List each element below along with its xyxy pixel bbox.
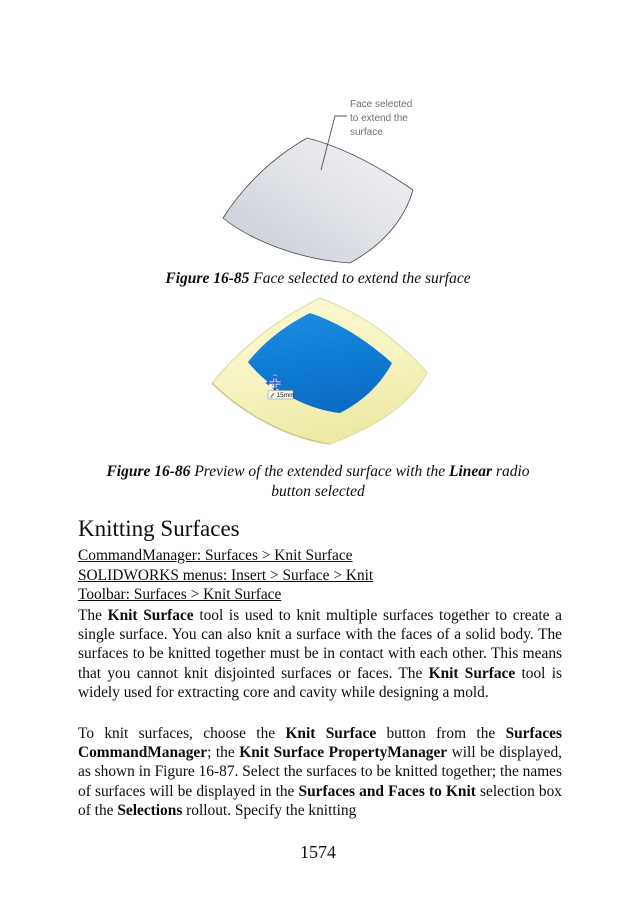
tool-access-paths: [78, 546, 373, 605]
svg-text:15mm: 15mm: [276, 392, 295, 399]
face-annotation: [350, 99, 412, 138]
gray-surface: [223, 138, 413, 263]
body-paragraph-1: The Knit Surface tool is used to knit multiple surfaces together to create a single surface. You can also knit a surface with the faces of a solid body. The surfaces to be knitted together must be in contact with each other. This means that you cannot knit disjointed surfaces or faces. The Knit Surface tool is widely used for extracting core and cavity while designing a mold.: [78, 607, 563, 701]
body-paragraph-2: To knit surfaces, choose the Knit Surface button from the Surfaces CommandManager; the Knit Surface PropertyManager will be displayed, as shown in Figure 16-87. Select the surfaces to be knitted together; the names of surfaces will be displayed in the Surfaces and Faces to Knit selection box of the Selections rollout. Specify the knitting: [78, 725, 562, 819]
svg-text:Face selected: Face selected: [350, 99, 413, 110]
svg-text:to extend the: to extend the: [350, 113, 408, 124]
section-title: Knitting Surfaces: [78, 516, 240, 541]
access-menus: SOLIDWORKS menus: Insert > Surface > Knit: [78, 566, 374, 584]
page-number: 1574: [300, 842, 336, 862]
figure-16-85: [185, 92, 425, 272]
figure-16-86-caption: [0, 462, 636, 501]
caption-line-2: button selected: [271, 482, 365, 500]
access-toolbar: Toolbar: Surfaces > Knit Surface: [78, 586, 282, 604]
caption-line-1: Figure 16-86 Preview of the extended surface with the Linear radio: [106, 463, 530, 480]
distance-tooltip: [268, 391, 295, 400]
svg-text:surface: surface: [350, 127, 383, 138]
figure-16-86: [205, 290, 440, 455]
figure-16-85-caption: Figure 16-85 Face selected to extend the surface: [165, 270, 471, 287]
access-commandmanager: CommandManager: Surfaces > Knit Surface: [78, 547, 353, 564]
